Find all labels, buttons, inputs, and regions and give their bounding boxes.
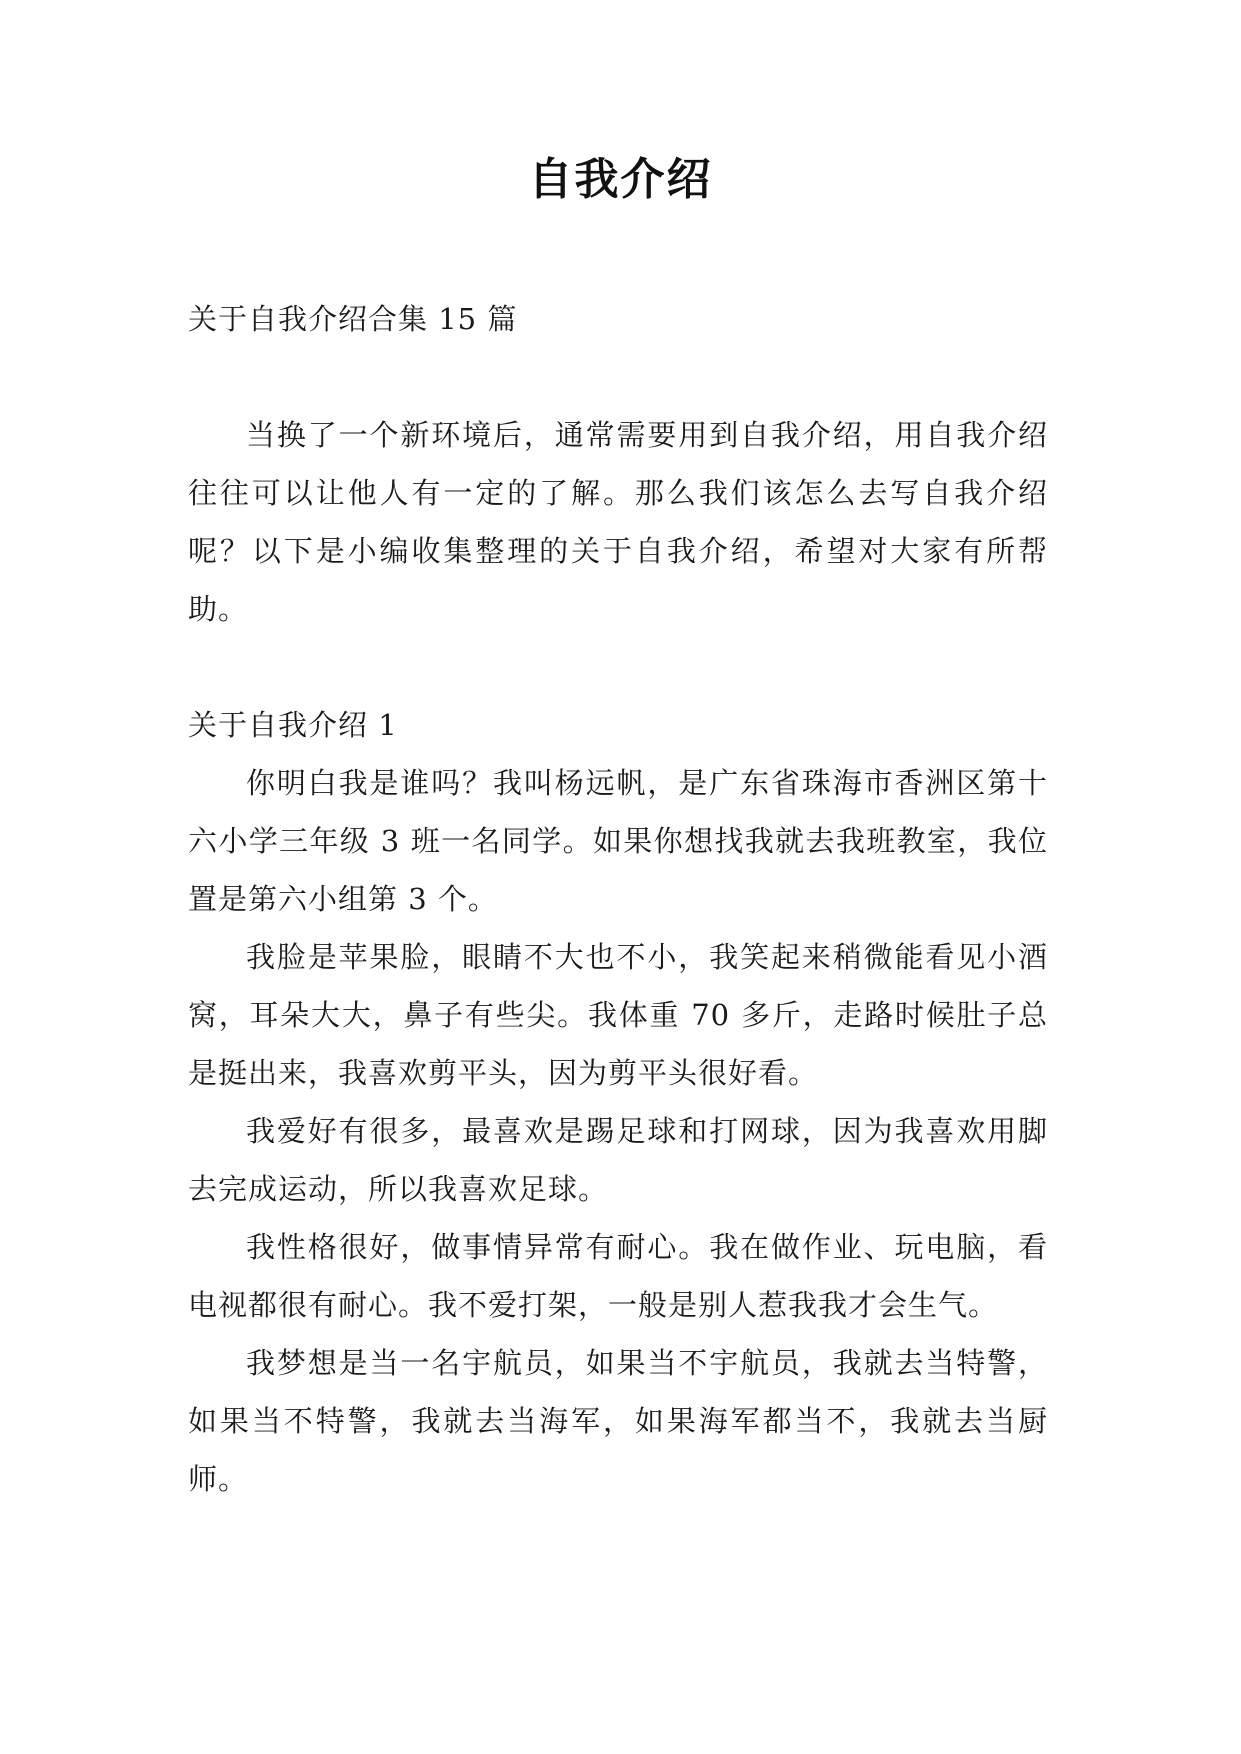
document-body — [188, 290, 1048, 1508]
body-paragraph: 我爱好有很多，最喜欢是踢足球和打网球，因为我喜欢用脚去完成运动，所以我喜欢足球。 — [188, 1114, 1048, 1206]
document-subtitle: 关于自我介绍合集 15 篇 — [188, 302, 518, 336]
body-paragraph: 我性格很好，做事情异常有耐心。我在做作业、玩电脑，看电视都很有耐心。我不爱打架，一般是别人惹我我才会生气。 — [188, 1230, 1048, 1322]
body-paragraph: 我梦想是当一名宇航员，如果当不宇航员，我就去当特警，如果当不特警，我就去当海军，如果海军都当不，我就去当厨师。 — [188, 1346, 1048, 1496]
document-title: 自我介绍 — [528, 154, 713, 205]
intro-paragraph: 当换了一个新环境后，通常需要用到自我介绍，用自我介绍往往可以让他人有一定的了解。那么我们该怎么去写自我介绍呢？以下是小编收集整理的关于自我介绍，希望对大家有所帮助。 — [188, 418, 1048, 626]
section-heading: 关于自我介绍 1 — [188, 708, 398, 742]
body-paragraph: 我脸是苹果脸，眼睛不大也不小，我笑起来稍微能看见小酒窝，耳朵大大，鼻子有些尖。我体重 70 多斤，走路时候肚子总是挺出来，我喜欢剪平头，因为剪平头很好看。 — [188, 940, 1048, 1090]
body-paragraph: 你明白我是谁吗？我叫杨远帆，是广东省珠海市香洲区第十六小学三年级 3 班一名同学。如果你想找我就去我班教室，我位置是第六小组第 3 个。 — [188, 766, 1048, 916]
